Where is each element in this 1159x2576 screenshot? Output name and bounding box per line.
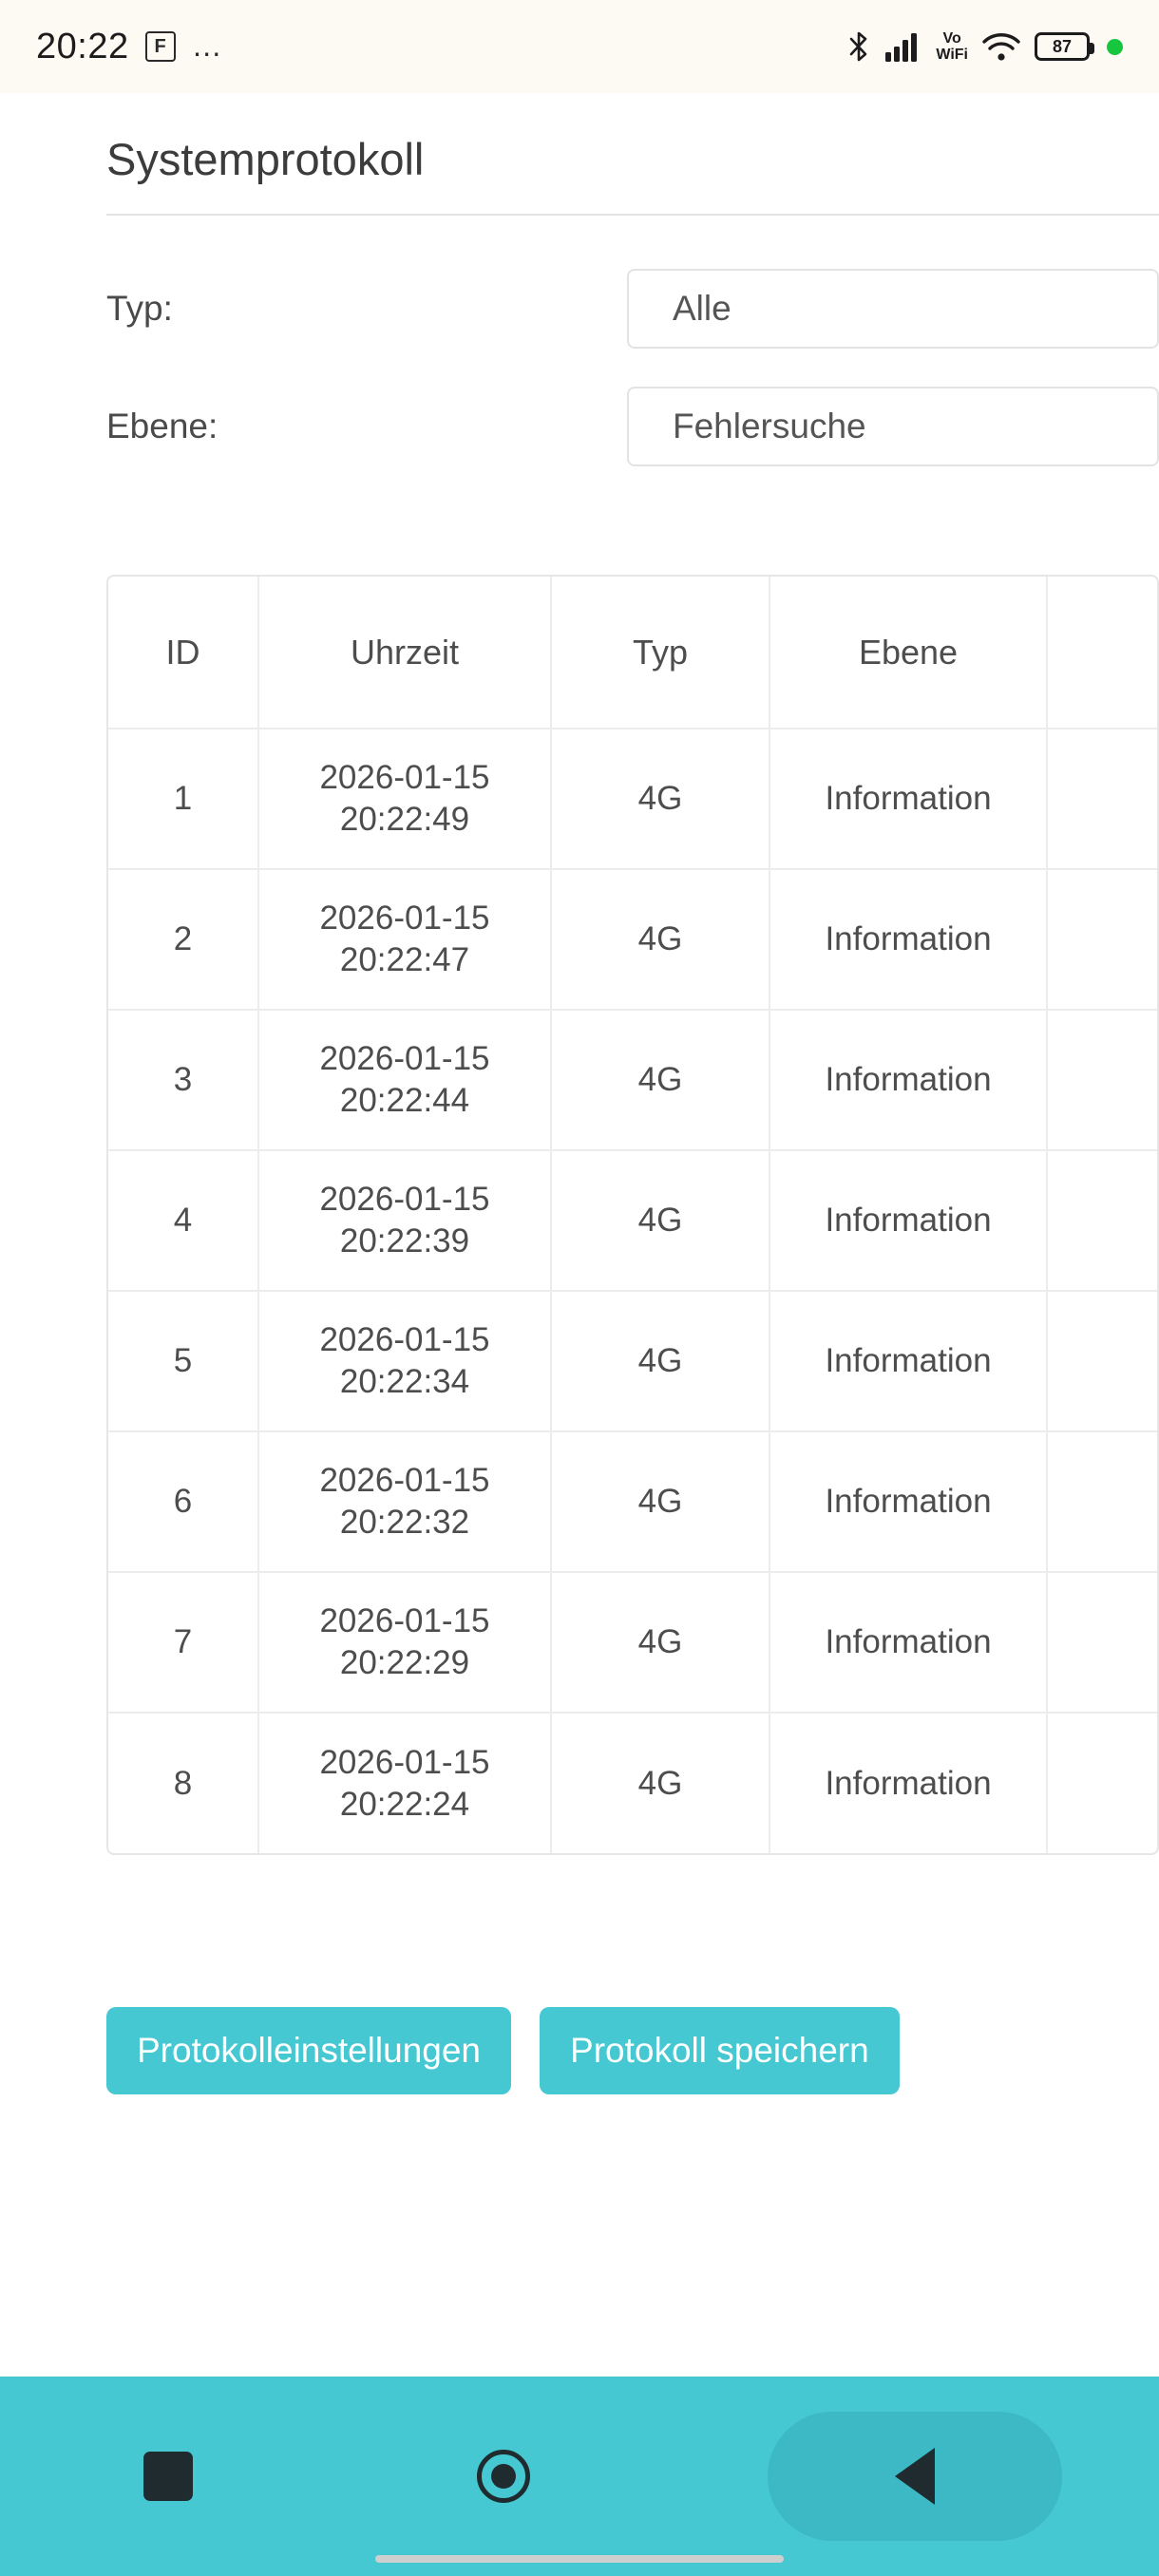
filter-row-ebene <box>0 381 1159 472</box>
page-content <box>0 93 1159 2094</box>
log-table-container[interactable] <box>106 575 1159 1855</box>
cell-time: 2026-01-15 20:22:24 <box>258 1713 551 1853</box>
cell-id: 5 <box>108 1291 258 1431</box>
cell-id: 4 <box>108 1150 258 1291</box>
cell-extra <box>1047 729 1159 869</box>
cell-time: 2026-01-15 20:22:39 <box>258 1150 551 1291</box>
cell-ebene: Information <box>770 1150 1047 1291</box>
cell-time: 2026-01-15 20:22:29 <box>258 1572 551 1713</box>
cell-id: 1 <box>108 729 258 869</box>
col-header-typ: Typ <box>551 577 770 729</box>
cell-extra <box>1047 1291 1159 1431</box>
cell-typ: 4G <box>551 869 770 1010</box>
cell-ebene: Information <box>770 1713 1047 1853</box>
cell-id: 6 <box>108 1431 258 1572</box>
col-header-extra <box>1047 577 1159 729</box>
cell-typ: 4G <box>551 1150 770 1291</box>
home-button[interactable] <box>432 2405 575 2548</box>
back-button[interactable] <box>768 2412 1062 2541</box>
system-navigation-bar <box>0 2377 1159 2576</box>
filter-label-typ: Typ: <box>106 289 173 328</box>
col-header-time: Uhrzeit <box>258 577 551 729</box>
status-bar <box>0 0 1159 93</box>
recording-dot-icon <box>1107 39 1123 55</box>
col-header-ebene: Ebene <box>770 577 1047 729</box>
cell-id: 7 <box>108 1572 258 1713</box>
cell-typ: 4G <box>551 729 770 869</box>
cell-ebene: Information <box>770 1431 1047 1572</box>
vowifi-icon: Vo WiFi <box>936 30 968 63</box>
recents-icon <box>143 2452 193 2501</box>
cell-time: 2026-01-15 20:22:47 <box>258 869 551 1010</box>
cell-typ: 4G <box>551 1010 770 1150</box>
wifi-icon <box>981 31 1021 62</box>
cell-time: 2026-01-15 20:22:32 <box>258 1431 551 1572</box>
cell-ebene: Information <box>770 1572 1047 1713</box>
cell-ebene: Information <box>770 869 1047 1010</box>
filter-select-typ[interactable]: Alle <box>627 269 1159 349</box>
table-header-row <box>108 577 1159 729</box>
cell-extra <box>1047 1431 1159 1572</box>
cell-extra <box>1047 1713 1159 1853</box>
home-indicator <box>375 2555 784 2563</box>
table-row[interactable] <box>108 1150 1159 1291</box>
home-icon <box>477 2450 530 2503</box>
table-row[interactable] <box>108 729 1159 869</box>
table-row[interactable] <box>108 1010 1159 1150</box>
status-bar-right <box>846 30 1123 63</box>
cell-id: 3 <box>108 1010 258 1150</box>
cell-time: 2026-01-15 20:22:34 <box>258 1291 551 1431</box>
recents-button[interactable] <box>97 2405 239 2548</box>
signal-bars-icon <box>884 31 922 62</box>
log-settings-button[interactable]: Protokolleinstellungen <box>106 2007 511 2094</box>
action-button-row <box>106 2007 1159 2094</box>
battery-icon: 87 <box>1035 32 1090 61</box>
cell-time: 2026-01-15 20:22:44 <box>258 1010 551 1150</box>
table-row[interactable] <box>108 1291 1159 1431</box>
save-log-button[interactable]: Protokoll speichern <box>540 2007 900 2094</box>
cell-typ: 4G <box>551 1431 770 1572</box>
overflow-dots-icon: … <box>191 28 224 64</box>
table-row[interactable] <box>108 1713 1159 1853</box>
cell-time: 2026-01-15 20:22:49 <box>258 729 551 869</box>
cell-typ: 4G <box>551 1572 770 1713</box>
bluetooth-icon <box>846 30 871 63</box>
col-header-id: ID <box>108 577 258 729</box>
status-clock: 20:22 <box>36 26 129 66</box>
cell-extra <box>1047 1010 1159 1150</box>
cell-typ: 4G <box>551 1713 770 1853</box>
cell-ebene: Information <box>770 729 1047 869</box>
filter-form <box>0 216 1159 472</box>
cell-extra <box>1047 1150 1159 1291</box>
table-row[interactable] <box>108 1431 1159 1572</box>
log-table <box>108 577 1159 1853</box>
cell-ebene: Information <box>770 1010 1047 1150</box>
filter-label-ebene: Ebene: <box>106 407 218 445</box>
cell-id: 2 <box>108 869 258 1010</box>
cell-typ: 4G <box>551 1291 770 1431</box>
back-icon <box>895 2448 935 2505</box>
filter-select-ebene[interactable]: Fehlersuche <box>627 387 1159 466</box>
cell-ebene: Information <box>770 1291 1047 1431</box>
cell-extra <box>1047 869 1159 1010</box>
page-title: Systemprotokoll <box>106 134 425 184</box>
table-row[interactable] <box>108 1572 1159 1713</box>
log-table-body <box>108 729 1159 1853</box>
table-row[interactable] <box>108 869 1159 1010</box>
cell-id: 8 <box>108 1713 258 1853</box>
log-table-head <box>108 577 1159 729</box>
filter-row-typ <box>0 263 1159 354</box>
app-badge-icon: F <box>145 31 176 62</box>
cell-extra <box>1047 1572 1159 1713</box>
status-bar-left <box>36 27 224 67</box>
